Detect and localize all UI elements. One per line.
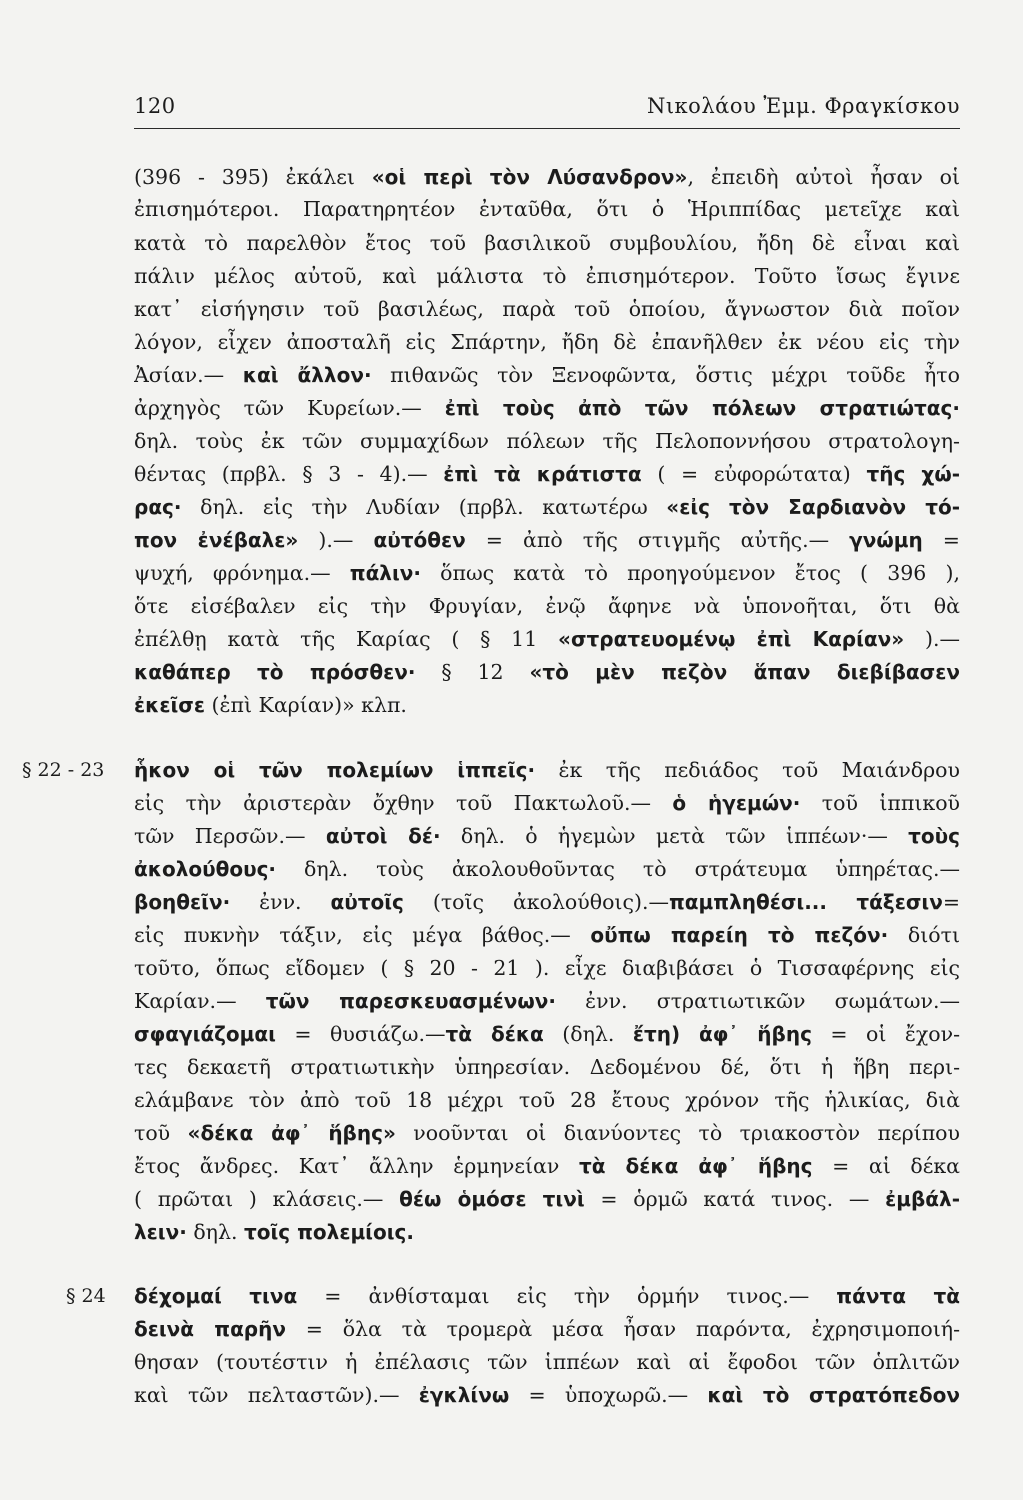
page-number: 120: [134, 94, 176, 118]
text-line: ἀρχηγὸς τῶν Κυρείων.— ἐπὶ τοὺς ἀπὸ τῶν πόλεων στρατιώτας·: [134, 396, 960, 420]
text-line: δέχομαί τινα = ἀνθίσταμαι εἰς τὴν ὁρμήν τινος.— πάντα τὰ: [134, 1284, 960, 1308]
page-header: [134, 92, 960, 129]
text-line: λειν· δηλ. τοῖς πολεμίοις.: [134, 1220, 414, 1244]
text-line: ἐπέλθῃ κατὰ τῆς Καρίας ( § 11 «στρατευομένῳ ἐπὶ Καρίαν» ).—: [134, 627, 960, 651]
text-line: εἰς πυκνὴν τάξιν, εἰς μέγα βάθος.— οὔπω παρείη τὸ πεζόν· διότι: [134, 923, 960, 947]
text-line: ἀκολούθους· δηλ. τοὺς ἀκολουθοῦντας τὸ στράτευμα ὑπηρέτας.—: [134, 857, 960, 881]
text-line: λόγον, εἶχεν ἀποσταλῆ εἰς Σπάρτην, ἤδη δὲ ἐπανῆλθεν ἐκ νέου εἰς τὴν: [134, 330, 960, 354]
running-head: Νικολάου Ἐμμ. Φραγκίσκου: [646, 94, 960, 118]
text-line: καὶ τῶν πελταστῶν).— ἐγκλίνω = ὑποχωρῶ.— καὶ τὸ στρατόπεδον: [134, 1383, 960, 1407]
text-line: ἐπισημότεροι. Παρατηρητέον ἐνταῦθα, ὅτι ὁ Ἡριππίδας μετεῖχε καὶ: [134, 197, 960, 221]
text-line: ( πρῶται ) κλάσεις.— θέω ὁμόσε τινὶ = ὁρμῶ κατά τινος. — ἐμβάλ-: [134, 1187, 960, 1211]
text-line: ἧκον οἱ τῶν πολεμίων ἱππεῖς· ἐκ τῆς πεδιάδος τοῦ Μαιάνδρου: [134, 758, 960, 782]
text-line: Ἀσίαν.— καὶ ἄλλον· πιθανῶς τὸν Ξενοφῶντα, ὅστις μέχρι τοῦδε ἦτο: [134, 363, 960, 387]
text-line: καθάπερ τὸ πρόσθεν· § 12 «τὸ μὲν πεζὸν ἅπαν διεβίβασεν: [134, 660, 960, 684]
text-line: κατ᾽ εἰσήγησιν τοῦ βασιλέως, παρὰ τοῦ ὁποίου, ἄγνωστον διὰ ποῖον: [134, 297, 960, 321]
text-line: πον ἐνέβαλε» ).— αὐτόθεν = ἀπὸ τῆς στιγμῆς αὐτῆς.— γνώμη =: [134, 528, 960, 552]
text-line: τες δεκαετῆ στρατιωτικὴν ὑπηρεσίαν. Δεδομένου δέ, ὅτι ἡ ἥβη περι-: [134, 1055, 960, 1079]
text-line: ψυχή, φρόνημα.— πάλιν· ὅπως κατὰ τὸ προηγούμενον ἔτος ( 396 ),: [134, 561, 960, 585]
text-line: σφαγιάζομαι = θυσιάζω.—τὰ δέκα (δηλ. ἔτη) ἀφ᾽ ἥβης = οἱ ἔχον-: [134, 1022, 960, 1046]
text-line: τοῦτο, ὅπως εἴδομεν ( § 20 - 21 ). εἶχε διαβιβάσει ὁ Τισσαφέρνης εἰς: [134, 956, 960, 980]
text-line: πάλιν μέλος αὐτοῦ, καὶ μάλιστα τὸ ἐπισημότερον. Τοῦτο ἴσως ἔγινε: [134, 264, 960, 288]
text-line: (396 - 395) ἐκάλει «οἱ περὶ τὸν Λύσανδρον», ἐπειδὴ αὐτοὶ ἦσαν οἱ: [134, 165, 960, 189]
text-line: ἔτος ἄνδρες. Κατ᾽ ἄλλην ἑρμηνείαν τὰ δέκα ἀφ᾽ ἥβης = αἱ δέκα: [134, 1154, 960, 1178]
margin-section-24: § 24: [66, 1285, 106, 1307]
text-line: τῶν Περσῶν.— αὐτοὶ δέ· δηλ. ὁ ἡγεμὼν μετὰ τῶν ἱππέων·— τοὺς: [134, 824, 960, 848]
text-line: θέντας (πρβλ. § 3 - 4).— ἐπὶ τὰ κράτιστα ( = εὐφορώτατα) τῆς χώ-: [134, 462, 960, 486]
text-line: θησαν (τουτέστιν ἡ ἐπέλασις τῶν ἱππέων καὶ αἱ ἔφοδοι τῶν ὁπλιτῶν: [134, 1350, 960, 1374]
text-line: τοῦ «δέκα ἀφ᾽ ἥβης» νοοῦνται οἱ διανύοντες τὸ τριακοστὸν περίπου: [134, 1121, 960, 1145]
text-line: βοηθεῖν· ἐνν. αὐτοῖς (τοῖς ἀκολούθοις).—παμπληθέσι... τάξεσιν=: [134, 890, 960, 914]
text-line: ἐκεῖσε (ἐπὶ Καρίαν)» κλπ.: [134, 693, 407, 717]
text-line: δηλ. τοὺς ἐκ τῶν συμμαχίδων πόλεων τῆς Πελοποννήσου στρατολογη-: [134, 429, 960, 453]
text-line: εἰς τὴν ἀριστερὰν ὄχθην τοῦ Πακτωλοῦ.— ὁ ἡγεμών· τοῦ ἱππικοῦ: [134, 791, 960, 815]
text-line: ελάμβανε τὸν ἀπὸ τοῦ 18 μέχρι τοῦ 28 ἔτους χρόνον τῆς ἡλικίας, διὰ: [134, 1088, 960, 1112]
text-line: ρας· δηλ. εἰς τὴν Λυδίαν (πρβλ. κατωτέρω «εἰς τὸν Σαρδιανὸν τό-: [134, 495, 960, 519]
margin-section-22-23: § 22 - 23: [22, 759, 105, 781]
text-line: ὅτε εἰσέβαλεν εἰς τὴν Φρυγίαν, ἐνῷ ἄφηνε νὰ ὑπονοῆται, ὅτι θὰ: [134, 594, 960, 618]
text-line: κατὰ τὸ παρελθὸν ἔτος τοῦ βασιλικοῦ συμβουλίου, ἤδη δὲ εἶναι καὶ: [134, 231, 960, 255]
text-line: Καρίαν.— τῶν παρεσκευασμένων· ἐνν. στρατιωτικῶν σωμάτων.—: [134, 989, 960, 1013]
text-line: δεινὰ παρῆν = ὅλα τὰ τρομερὰ μέσα ἦσαν παρόντα, ἐχρησιμοποιή-: [134, 1317, 960, 1341]
